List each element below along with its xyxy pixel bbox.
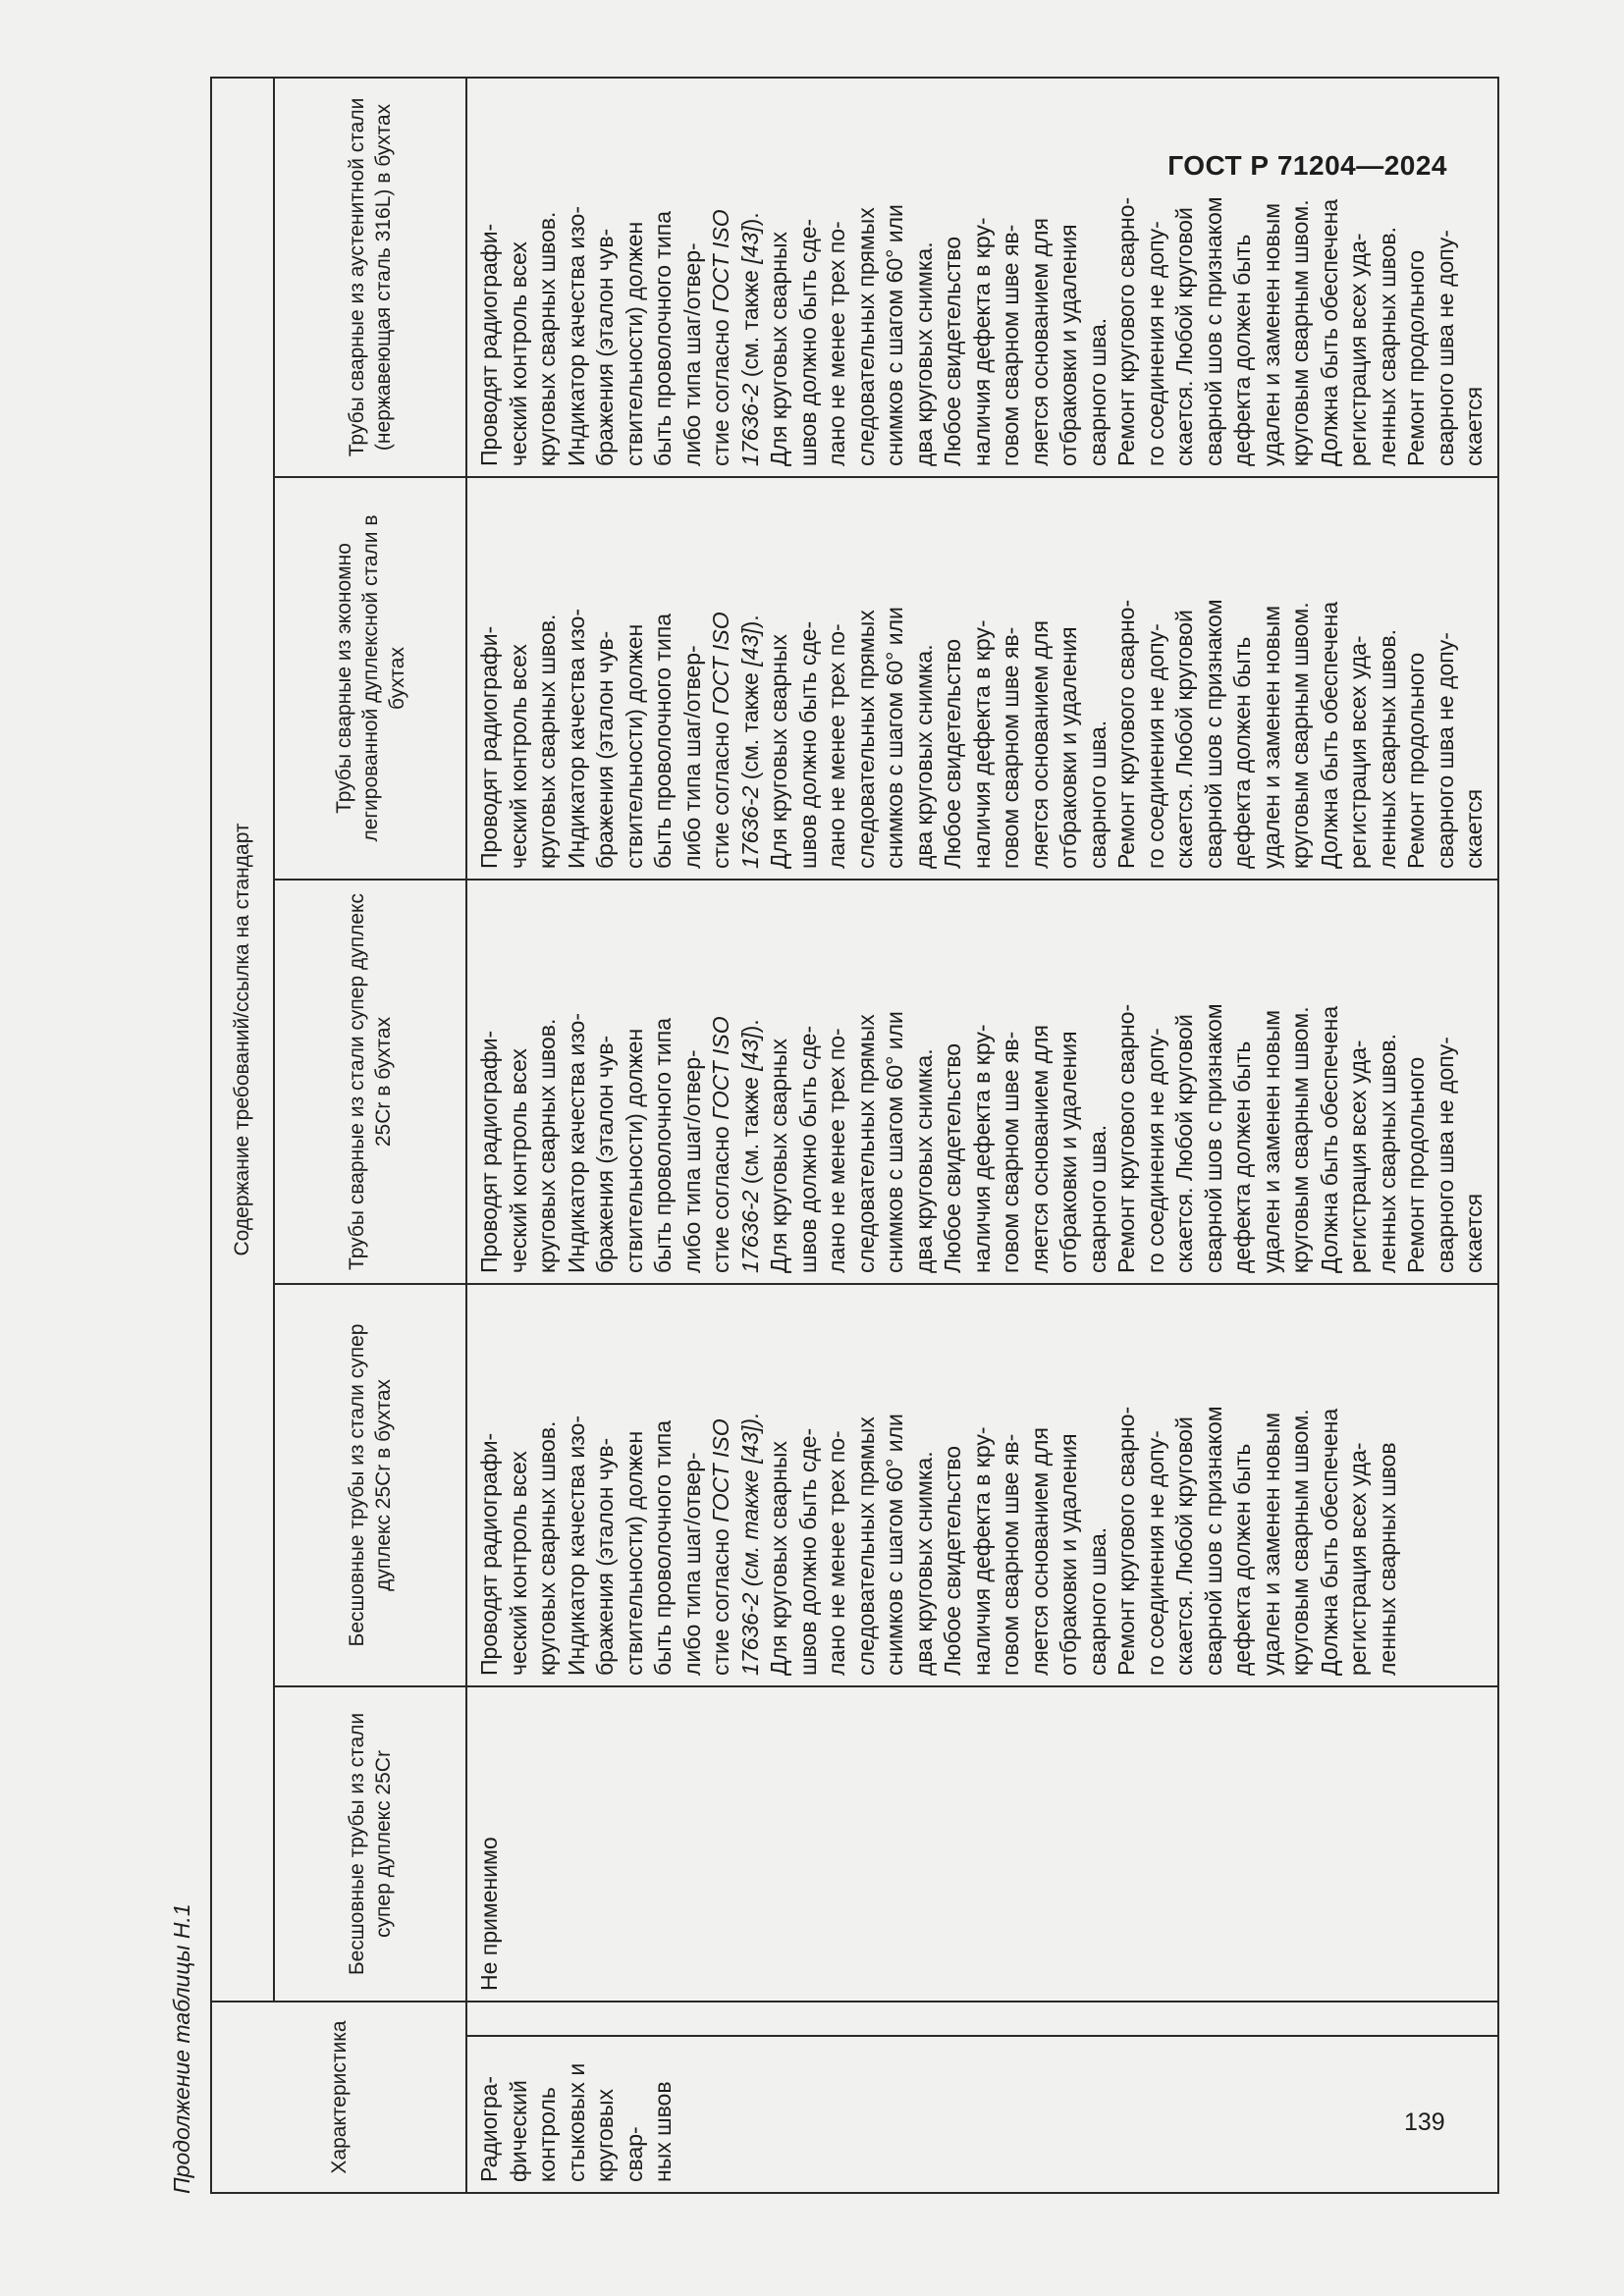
- row-label-text: Радиогра- фический контроль стыковых и круговых свар- ных швов: [476, 2062, 676, 2182]
- column-header: Трубы сварные из стали супер дуплекс 25Cr в бухтах: [274, 880, 466, 1284]
- row-label-cell: [466, 2036, 1498, 2193]
- column-header: Бесшовные трубы из стали супер дуплекс 25Cr: [274, 1686, 466, 2002]
- table-cell: [466, 1686, 1498, 2002]
- characteristic-header: Характеристика: [211, 2002, 466, 2193]
- cell-text: Проводят радиографи- ческий контроль всех круговых сварных швов. Индикатор качества изо- бражения (эталон чув- ствительности) должен быть проволочного типа либо типа шаг/отвер- стие согласно ГОСТ ISO 17636-2 (см. также [43]). Для круговых сварных швов должно быть сде- лано не менее трех по- следовательных прямых снимков с шагом 60° или два круговых снимка. Любое свидетельство наличия дефекта в кру- говом сварном шве яв- ляется основанием для отбраковки и удаления сварного шва. Ремонт кругового сварно- го соединения не допу- скается. Любой круговой сварной шов с признаком дефекта должен быть удален и заменен новым круговым сварным швом. Должна быть обеспечена регистрация всех уда- ленных сварных швов: [476, 1406, 1400, 1676]
- column-header: Бесшовные трубы из стали супер дуплекс 25Cr в бухтах: [274, 1284, 466, 1686]
- table-cell: [466, 1284, 1498, 1686]
- cell-text: Проводят радиографи- ческий контроль всех круговых сварных швов. Индикатор качества изо- бражения (эталон чув- ствительности) должен быть проволочного типа либо типа шаг/отвер- стие согласно ГОСТ ISO 17636-2 (см. также [43]). Для круговых сварных швов должно быть сде- лано не менее трех по- следовательных прямых снимков с шагом 60° или два круговых снимка. Любое свидетельство наличия дефекта в кру- говом сварном шве яв- ляется основанием для отбраковки и удаления сварного шва. Ремонт кругового сварно- го соединения не допу- скается. Любой круговой сварной шов с признаком дефекта должен быть удален и заменен новым круговым сварным швом. Должна быть обеспечена регистрация всех уда- ленных сварных швов. Ремонт продольного сварного шва не допу- скается: [476, 599, 1487, 869]
- group-header: Содержание требований/ссылка на стандарт: [211, 78, 274, 2002]
- row-gap-cell: [466, 2002, 1498, 2036]
- standard-id: ГОСТ Р 71204—2024: [1167, 150, 1447, 181]
- table-cell: [466, 78, 1498, 477]
- table-cell: [466, 880, 1498, 1284]
- page-number: 139: [1404, 2109, 1445, 2136]
- table-caption: Продолжение таблицы Н.1: [169, 1903, 194, 2194]
- table-row: [466, 78, 1498, 2193]
- table-cell: [466, 477, 1498, 880]
- column-header: Трубы сварные из аустенитной стали (нержавеющая сталь 316L) в бухтах: [274, 78, 466, 477]
- cell-text: Проводят радиографи- ческий контроль всех круговых сварных швов. Индикатор качества изо- бражения (эталон чув- ствительности) должен быть проволочного типа либо типа шаг/отвер- стие согласно ГОСТ ISO 17636-2 (см. также [43]). Для круговых сварных швов должно быть сде- лано не менее трех по- следовательных прямых снимков с шагом 60° или два круговых снимка. Любое свидетельство наличия дефекта в кру- говом сварном шве яв- ляется основанием для отбраковки и удаления сварного шва. Ремонт кругового сварно- го соединения не допу- скается. Любой круговой сварной шов с признаком дефекта должен быть удален и заменен новым круговым сварным швом. Должна быть обеспечена регистрация всех уда- ленных сварных швов. Ремонт продольного сварного шва не допу- скается: [476, 1003, 1487, 1273]
- requirements-table: [210, 77, 1499, 2194]
- cell-text: Не применимо: [476, 1837, 502, 1991]
- column-header: Трубы сварные из экономно легированной дуплексной стали в бухтах: [274, 477, 466, 880]
- cell-text: Проводят радиографи- ческий контроль всех круговых сварных швов. Индикатор качества изо- бражения (эталон чув- ствительности) должен быть проволочного типа либо типа шаг/отвер- стие согласно ГОСТ ISO 17636-2 (см. также [43]). Для круговых сварных швов должно быть сде- лано не менее трех по- следовательных прямых снимков с шагом 60° или два круговых снимка. Любое свидетельство наличия дефекта в кру- говом сварном шве яв- ляется основанием для отбраковки и удаления сварного шва. Ремонт кругового сварно- го соединения не допу- скается. Любой круговой сварной шов с признаком дефекта должен быть удален и заменен новым круговым сварным швом. Должна быть обеспечена регистрация всех уда- ленных сварных швов. Ремонт продольного сварного шва не допу- скается: [476, 196, 1487, 466]
